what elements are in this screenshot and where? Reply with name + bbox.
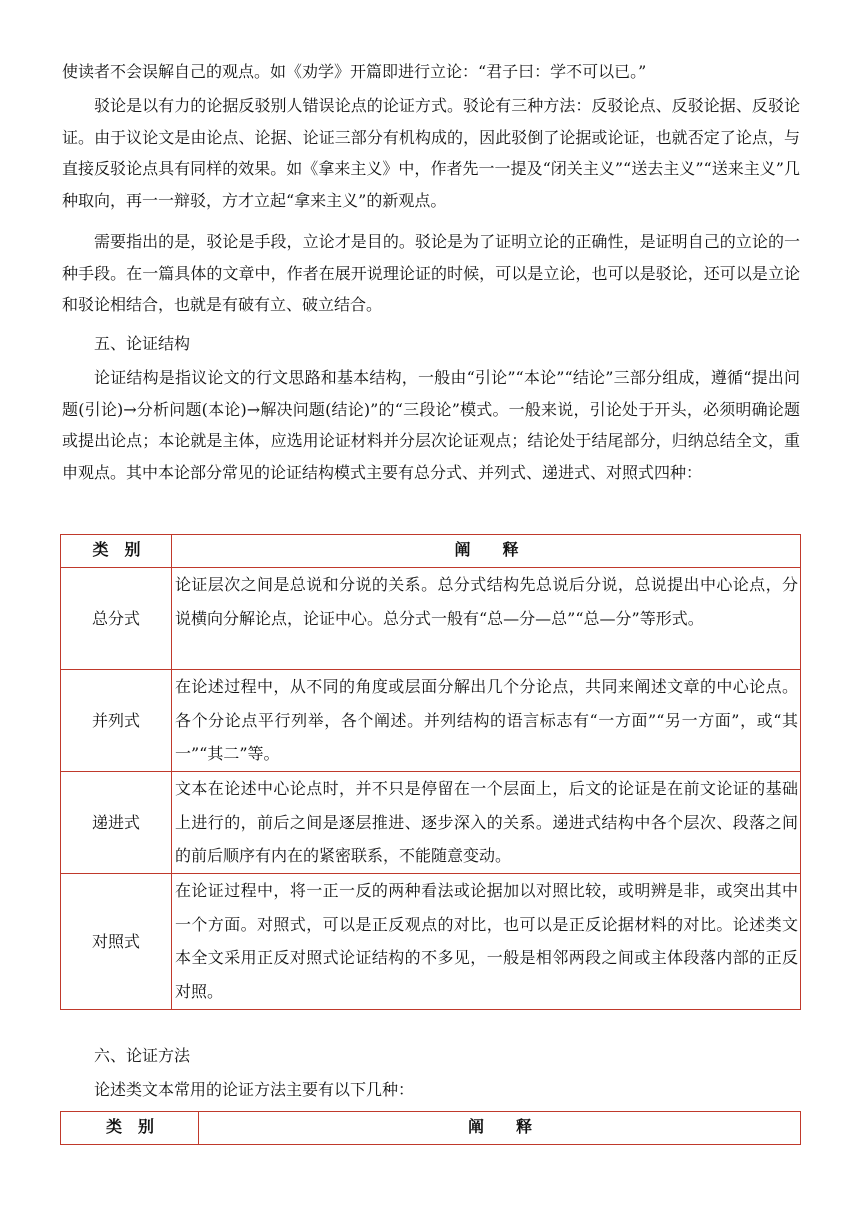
header-explanation: 阐 释 xyxy=(172,535,801,568)
row-text: 文本在论述中心论点时，并不只是停留在一个层面上，后文的论证是在前文论证的基础上进行的，前后之间是逐层推进、逐步深入的关系。递进式结构中各个层次、段落之间的前后顺序有内在的紧密联系，不能随意变动。 xyxy=(172,772,801,874)
row-category: 对照式 xyxy=(61,874,172,1010)
row-category: 递进式 xyxy=(61,772,172,874)
header-category: 类 别 xyxy=(61,535,172,568)
section-heading-5: 五、论证结构 xyxy=(94,334,191,353)
header-category: 类 别 xyxy=(61,1112,199,1145)
table-row xyxy=(61,568,801,670)
table-header-row xyxy=(61,535,801,568)
row-category: 总分式 xyxy=(61,568,172,670)
header-explanation: 阐 释 xyxy=(199,1112,801,1145)
row-category: 并列式 xyxy=(61,670,172,772)
table-header-row xyxy=(61,1112,801,1145)
structure-table xyxy=(60,534,801,1010)
paragraph-lilun-end: 使读者不会误解自己的观点。如《劝学》开篇即进行立论：“君子曰：学不可以已。” xyxy=(62,62,647,81)
paragraph-bolun: 驳论是以有力的论据反驳别人错误论点的论证方式。驳论有三种方法：反驳论点、反驳论据、反驳论证。由于议论文是由论点、论据、论证三部分有机构成的，因此驳倒了论据或论证，也就否定了论点，与直接反驳论点具有同样的效果。如《拿来主义》中，作者先一一提及“闭关主义”“送去主义”“送来主义”几种取向，再一一辩驳，方才立起“拿来主义”的新观点。 xyxy=(62,96,800,210)
paragraph-bolun-note: 需要指出的是，驳论是手段，立论才是目的。驳论是为了证明立论的正确性，是证明自己的立论的一种手段。在一篇具体的文章中，作者在展开说理论证的时候，可以是立论，也可以是驳论，还可以是立论和驳论相结合，也就是有破有立、破立结合。 xyxy=(62,232,800,314)
row-text: 论证层次之间是总说和分说的关系。总分式结构先总说后分说，总说提出中心论点，分说横向分解论点，论证中心。总分式一般有“总—分—总”“总—分”等形式。 xyxy=(172,568,801,670)
paragraph-methods: 论述类文本常用的论证方法主要有以下几种： xyxy=(94,1080,415,1099)
table-row xyxy=(61,874,801,1010)
section-heading-6: 六、论证方法 xyxy=(94,1046,191,1065)
table-row xyxy=(61,670,801,772)
paragraph-structure: 论证结构是指议论文的行文思路和基本结构，一般由“引论”“本论”“结论”三部分组成，遵循“提出问题(引论)→分析问题(本论)→解决问题(结论)”的“三段论”模式。一般来说，引论处于开头，必须明确论题或提出论点；本论就是主体，应选用论证材料并分层次论证观点；结论处于结尾部分，归纳总结全文，重申观点。其中本论部分常见的论证结构模式主要有总分式、并列式、递进式、对照式四种： xyxy=(62,368,800,482)
table-row xyxy=(61,772,801,874)
row-text: 在论证过程中，将一正一反的两种看法或论据加以对照比较，或明辨是非，或突出其中一个方面。对照式，可以是正反观点的对比，也可以是正反论据材料的对比。论述类文本全文采用正反对照式论证结构的不多见，一般是相邻两段之间或主体段落内部的正反对照。 xyxy=(172,874,801,1010)
methods-table xyxy=(60,1111,801,1145)
row-text: 在论述过程中，从不同的角度或层面分解出几个分论点，共同来阐述文章的中心论点。各个分论点平行列举，各个阐述。并列结构的语言标志有“一方面”“另一方面”，或“其一”“其二”等。 xyxy=(172,670,801,772)
